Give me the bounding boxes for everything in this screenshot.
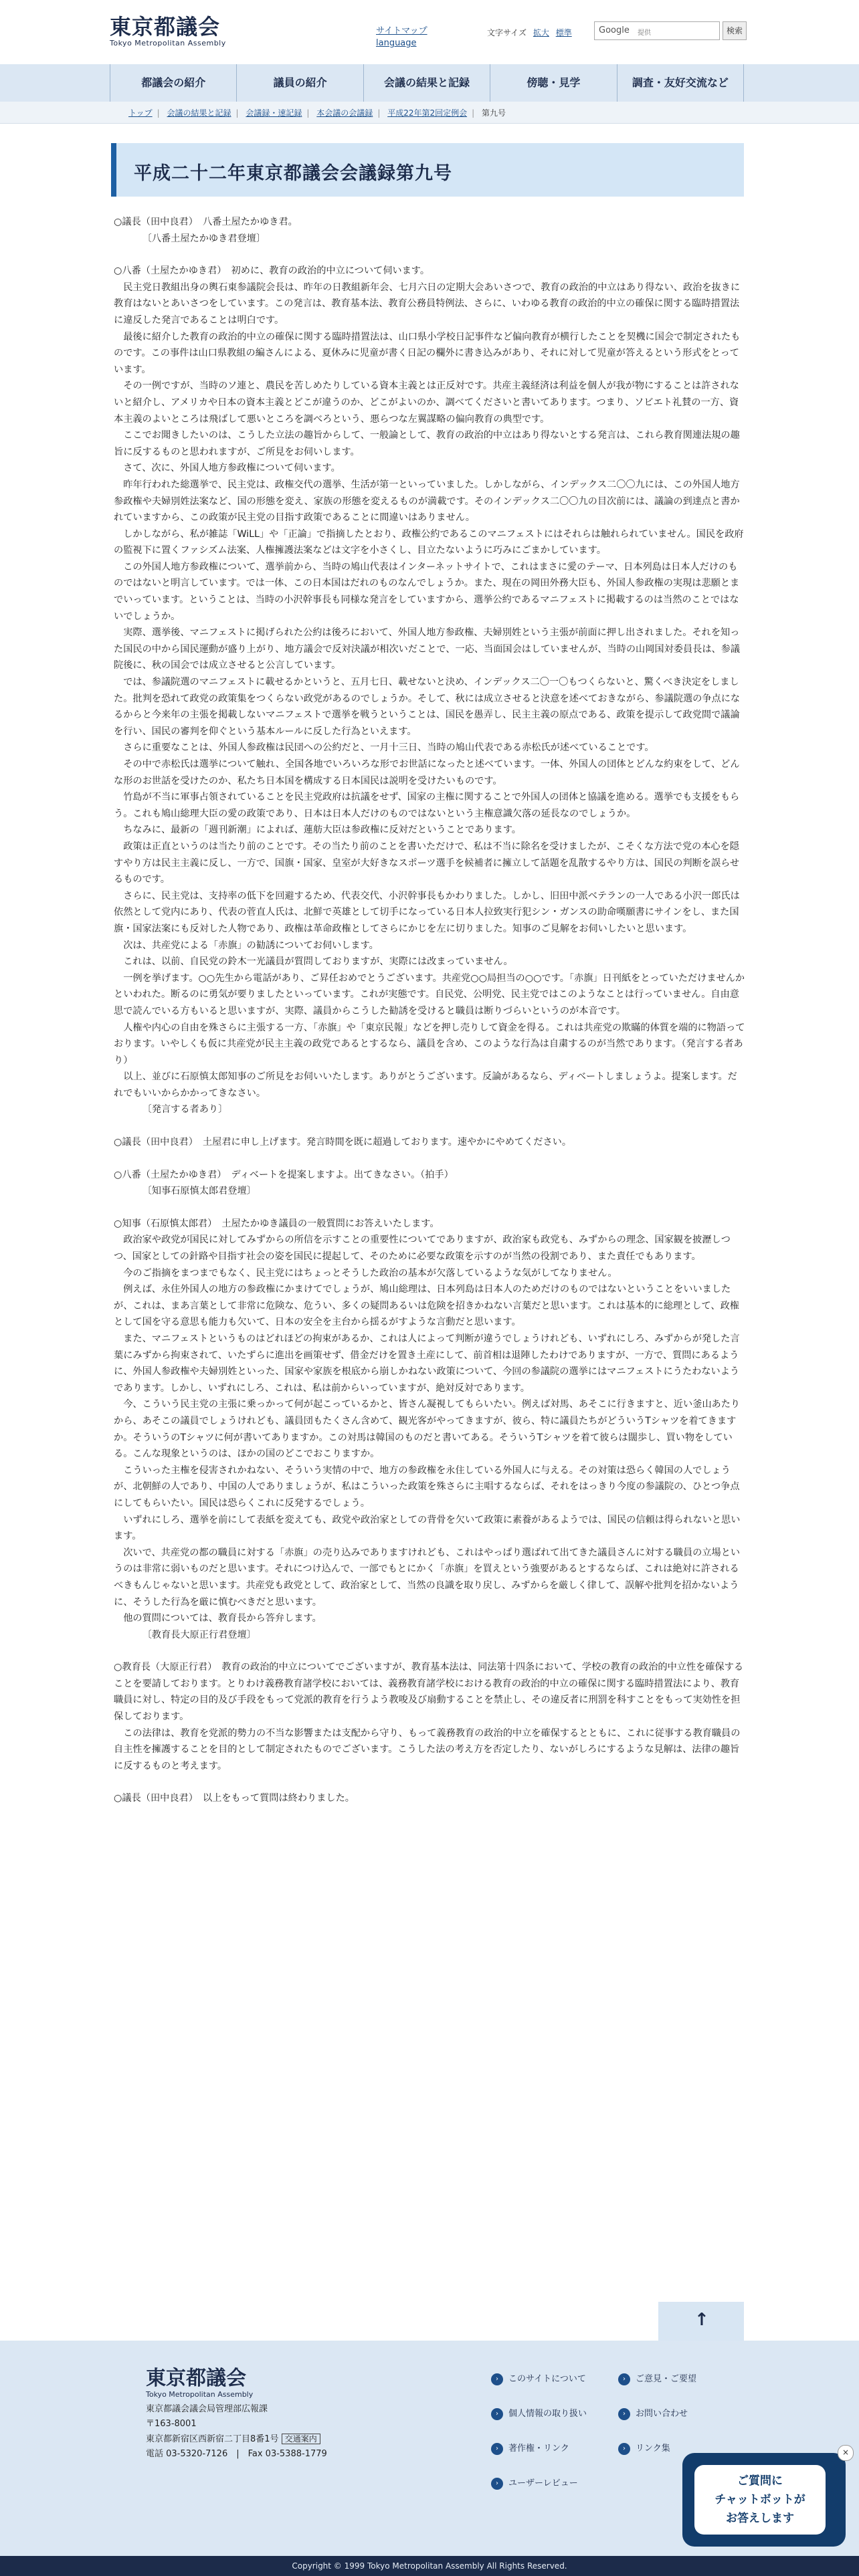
paragraph-gap	[114, 1118, 745, 1134]
minutes-paragraph: こういった主権を侵害されかねない、そういう実情の中で、地方の参政権を永住している外国人に与える。その対策は恐らく韓国の人でしょうが、北朝鮮の人であり、中国の人でありましょうが、私はこういった政策を殊さらに主唱するならば、それをはっきり今度の参議院の、ひとつ争点にしてもらいたい。国民は恐らくこれに反発するでしょう。	[114, 1465, 740, 1509]
stage-direction: 〔八番土屋たかゆき君登壇〕	[142, 233, 266, 244]
minutes-paragraph: 一例を挙げます。○○先生から電話があり、ご昇任おめでとうございます。共産党○○局担当の○○です。「赤旗」日刊紙をとっていただけませんかといわれた。断るのに勇気が要りましたといっています。これが実態です。自民党、公明党、民主党ではこのようなことは行っていません。自由意思で読んでいる方もいると思いますが、実際、議員からこうした勧誘を受けると職員は断りづらいというのが本音です。	[114, 972, 745, 1016]
font-standard-link[interactable]: 標準	[555, 28, 572, 37]
footer-link-label: このサイトについて	[508, 2374, 586, 2384]
minutes-paragraph: 政策は正直というのは当たり前のことです。その当たり前のことを書いただけで、私は不当に除名を受けましたが、こそくな方法で党の本心を隠すやり方は民主主義に反し、一方で、国旗・国家、皇室が大好きなスポーツ選手を候補者に擁立して話題を乱散するやり方は、国民の判断を誤らせるものです。	[114, 841, 740, 885]
breadcrumb-separator: |	[235, 108, 239, 118]
minutes-paragraph: これは、以前、自民党の鈴木一光議員が質問しておりますが、実際には改まっていません。	[123, 956, 513, 968]
search-input[interactable]	[594, 21, 720, 40]
breadcrumb-results[interactable]: 会議の結果と記録	[167, 108, 231, 118]
stage-direction: 〔知事石原慎太郎君登壇〕	[142, 1186, 256, 1197]
breadcrumb-plenary[interactable]: 本会議の会議録	[316, 108, 373, 118]
minutes-paragraph: さらに、民主党は、支持率の低下を回避するため、代表交代、小沢幹事長もかわりました。しかし、旧田中派ベテランの一人である小沢一郎氏は依然として党内にあり、代表の菅直人氏は、北鮮で英雄として切手になっている日本人拉致実行犯シン・ガンスの助命嘆願書にサインをし、また国旗・国家法案にも反対した人物であり、政権は革命政権としてさらにかじを左に切りました。知事のご見解をお伺いしたいと思います。	[114, 890, 740, 934]
font-size-control	[487, 27, 572, 38]
footer-link-label: ユーザーレビュー	[508, 2478, 578, 2488]
breadcrumb-minutes[interactable]: 会議録・速記録	[246, 108, 302, 118]
minutes-paragraph: ○八番（土屋たかゆき君） ディベートを提案しますよ。出てきなさい。（拍手）	[114, 1169, 454, 1180]
page-top-button[interactable]	[658, 2302, 744, 2341]
footer-link-user-review[interactable]	[491, 2476, 578, 2490]
minutes-paragraph: 人権や内心の自由を殊さらに主張する一方、「赤旗」や「東京民報」などを押し売りして資金を得る。これは共産党の欺瞞的体質を端的に物語っております。いやしくも仮に共産党が民主主義の政党であるとするなら、議員を含め、このような行為は自粛するのが当然であります。（発言する者あり）	[114, 1022, 745, 1066]
footer-link-label: リンク集	[636, 2444, 670, 2454]
minutes-paragraph: しかしながら、私が雑誌「WiLL」や「正論」で指摘したとおり、政権公約であるこのマニフェストにはそれらは触れられていません。国民を政府の監視下に置くファシズム法案、人権擁護法案などは文字を小さくし、目立たないように巧みにごまかしています。	[114, 528, 744, 556]
page-title: 平成二十二年東京都議会会議録第九号	[134, 163, 452, 184]
minutes-paragraph: 昨年行われた総選挙で、民主党は、政権交代の選挙、生活が第一といっていました。しかしながら、インデックス二〇〇九には、この外国人地方参政権や夫婦別姓法案など、国の形態を変え、家族の形態を変えるものが満載です。そのインデックス二〇〇九の目次前には、議論の到達点と書かれていますから、この政策が民主党の目指す政策であることに間違いはありません。	[114, 479, 740, 524]
chevron-right-icon: ›	[491, 2443, 503, 2455]
minutes-paragraph: その一例ですが、当時のソ連と、農民を苦しめたりしている資本主義とは正反対です。共産主義経済は利益を個人が我が物にすることは許されないと紹介し、アメリカや日本の資本主義とどこが違うのか、どこがよいのか、調べてくださいと書いてあります。つまり、ソビエト礼賛の一方、資本主義のよいところは飛ばして悪いところを調べろという、悪らつな左翼謀略の偏向教育の典型です。	[114, 381, 739, 425]
minutes-paragraph: 最後に紹介した教育の政治的中立の確保に関する臨時措置法は、山口県小学校日記事件など偏向教育が横行したことを契機に国会で制定されたものです。この事件は山口県教組の編さんによる、夏休みに児童が書く日記の欄外に書き込みがあり、それに対して児童が答えるという形式をとっています。	[114, 331, 741, 375]
breadcrumb-separator: |	[157, 108, 160, 118]
minutes-paragraph: 竹島が不当に軍事占領されていることを民主党政府は抗議をせず、国家の主権に関することで外国人の団体と協議を進める。選挙でも支援をもらう。これも鳩山総理大臣の愛の政策であり、日本は日本人だけのものではないという主権意識欠落の延長なのでしょうか。	[114, 792, 740, 819]
minutes-paragraph: また、マニフェストというものはどれほどの拘束があるか、これは人によって判断が違うでしょうけれども、いずれにしろ、みずからが発した言葉にみずから拘束されて、いたずらに進出を画策せず、借金だけを置き土産にして、前首相は退陣したわけでありますが、一方で、質問にあるように、外国人参政権や夫婦別姓といった、国家や家族を根底から崩しかねない政策について、今回の参議院の選挙にはマニフェストにうたわないようであります。しかし、いずれにしろ、これは、私は前からいっていますが、絶対反対であります。	[114, 1333, 740, 1394]
minutes-paragraph: この法律は、教育を党派的勢力の不当な影響または支配から守り、もって義務教育の政治的中立を確保するとともに、これに従事する教育職員の自主性を擁護することを目的として制定されたものでございます。こうした法の考え方を否定したり、ないがしろにするような見解は、法律の趣旨に反するものと考えます。	[114, 1727, 741, 1772]
footer-address: 東京都新宿区西新宿二丁目8番1号	[146, 2434, 279, 2444]
footer-link-contact[interactable]	[618, 2406, 688, 2420]
breadcrumb-separator: |	[472, 108, 475, 118]
minutes-paragraph: 次は、共産党による「赤旗」の勧誘についてお伺いします。	[123, 940, 379, 951]
chevron-right-icon: ›	[491, 2373, 503, 2385]
sitemap-link[interactable]: サイトマップ	[376, 26, 427, 36]
footer-link-label: 著作権・リンク	[508, 2444, 569, 2454]
minutes-paragraph: 以上、並びに石原慎太郎知事のご所見をお伺いいたします。ありがとうございます。反論があるなら、ディベートしましょうよ。提案します。だれでもいいからかかってきなさい。	[114, 1071, 737, 1099]
footer-link-privacy[interactable]	[491, 2406, 587, 2420]
nav-item-members[interactable]: 議員の紹介	[236, 64, 363, 102]
chevron-right-icon: ›	[618, 2443, 630, 2455]
paragraph-gap	[114, 1643, 745, 1659]
footer-tel: 電話 03-5320-7126 | Fax 03-5388-1779	[146, 2449, 327, 2459]
minutes-paragraph: ここでお聞きしたいのは、こうした立法の趣旨からして、一般論として、教育の政治的中立はあり得ないとする発言は、これら教育関連法規の趣旨に反するものと思われますが、ご所見をお伺いします。	[114, 430, 740, 457]
minutes-paragraph: ○議長（田中良君） 以上をもって質問は終わりました。	[114, 1793, 355, 1804]
minutes-paragraph: ちなみに、最新の「週刊新潮」によれば、蓮舫大臣は参政権に反対だということであります。	[123, 825, 521, 836]
minutes-paragraph: 今のご指摘をまつまでもなく、民主党にはちょっとそうした政治の基本が欠落しているような気がしてなりません。	[123, 1267, 617, 1279]
minutes-paragraph: 例えば、永住外国人の地方の参政権にかまけてでしょうが、鳩山総理は、日本列島は日本人のためだけのものではないということをいいましたが、これは、まあ言葉として非常に危険な、危うい、多くの疑問あるいは危険を招きかねない言葉だと思います。これは基本的に総理として、政権として国を守る意思も能力も欠いて、日本の安全を主台から揺るがすような言動だと思います。	[114, 1284, 739, 1328]
minutes-paragraph: では、参議院選のマニフェストに載せるかというと、五月七日、載せないと決め、インデックス二〇一〇もつくらないと、驚くべき決定をしました。批判を恐れて政党の政策集をつくらない政党があるのでしょうか。そして、秋には成立させると決意を述べておきながら、参議院選の争点になるからと今来年の主張を掲載しないマニフェストで選挙を戦うということは、国民を愚弄し、民主主義の原点である、政策を提示して政党間で議論を行い、国民の審判を仰ぐという基本ルールに反した行為といえます。	[114, 677, 741, 737]
minutes-paragraph: ○八番（土屋たかゆき君） 初めに、教育の政治的中立について伺います。	[114, 265, 430, 277]
footer-link-feedback[interactable]	[618, 2371, 696, 2385]
breadcrumb-session[interactable]: 平成22年第2回定例会	[387, 108, 468, 118]
paragraph-gap	[114, 1774, 745, 1790]
minutes-paragraph: 実際、選挙後、マニフェストに掲げられた公約は後ろにおいて、外国人地方参政権、夫婦別姓という主張が前面に押し出されました。それを知った国民の中から国民運動が盛り上がり、地方議会で反対決議が相次いだことで、一応、当面国会はしていませんが、当時の山岡国対委員長は、参議院後に、秋の国会では成立させると公言しています。	[114, 627, 741, 671]
stage-direction: 〔教育長大原正行君登壇〕	[142, 1629, 256, 1640]
logo-subtext: Tokyo Metropolitan Assembly	[110, 39, 226, 47]
font-large-link[interactable]: 拡大	[533, 28, 549, 37]
minutes-paragraph: 政治家や政党が国民に対してみずからの所信を示すことの重要性についてでありますが、政治家も政党も、みずからの理念、国家観を披瀝しつつ、国家としての針路や目指す社会の姿を国民に提起して、そのために必要な政策を示すのが当然の役割であり、また責任でもあります。	[114, 1235, 731, 1263]
breadcrumb-separator: |	[377, 108, 381, 118]
minutes-paragraph: さらに重要なことは、外国人参政権は民団への公約だと、一月十三日、当時の鳩山代表である赤松氏が述べていることです。	[123, 742, 654, 754]
footer-office: 東京都議会議会局管理部広報課	[146, 2404, 268, 2414]
stage-direction: 〔発言する者あり〕	[142, 1104, 228, 1115]
footer-link-links[interactable]	[618, 2441, 670, 2455]
breadcrumb-top[interactable]: トップ	[128, 108, 153, 118]
chatbot-bubble	[694, 2465, 826, 2535]
footer-logo-text: 東京都議会	[146, 2367, 246, 2390]
breadcrumb	[128, 107, 506, 118]
footer-postal: 〒163-8001	[146, 2419, 197, 2429]
minutes-paragraph: 民主党日教組出身の輿石東参議院会長は、昨年の日教組新年会、七月六日の定期大会あいさつで、教育の政治的中立はあり得ない、政治を抜きに教育はないとあいさつをしています。この発言は、教育基本法、教育公務員特例法、さらに、いわゆる教育の政治的中立の確保に関する臨時措置法に違反した発言であることは明白です。	[114, 282, 741, 326]
minutes-content	[114, 214, 745, 1807]
breadcrumb-separator: |	[306, 108, 310, 118]
footer-link-about-site[interactable]	[491, 2371, 586, 2385]
minutes-paragraph: さて、次に、外国人地方参政権について伺います。	[123, 463, 341, 474]
chevron-right-icon: ›	[491, 2478, 503, 2490]
site-header	[0, 0, 859, 64]
chevron-right-icon: ›	[618, 2373, 630, 2385]
footer-logo[interactable]	[146, 2367, 253, 2399]
minutes-paragraph: 他の質問については、教育長から答弁します。	[123, 1613, 322, 1624]
minutes-paragraph: 次いで、共産党の都の職員に対する「赤旗」の売り込みでありますけれども、これはやっぱり選ばれて出てきた議員さんに対する職員の立場というのは非常に弱いものだと思います。それにつけ込んで、一部でもとにかく「赤旗」を買えという強要があるとするならば、これは絶対に許されるべきもんじゃないと思います。共産党も政党として、政治家として、当然の良識を取り戻し、みずからを厳しく律して、誤解や批判を招かないように、そうした行為を厳に慎むべきだと思います。	[114, 1547, 741, 1608]
minutes-paragraph: ○教育長（大原正行君） 教育の政治的中立についてでございますが、教育基本法は、同法第十四条において、学校の教育の政治的中立性を確保することを要請しております。とりわけ義務教育諸学校においては、義務教育諸学校における教育の政治的中立の確保に関する臨時措置法により、教育職員に対し、特定の目的及び手段をもって党派的教育を行うよう教唆及び扇動することを禁止し、その違反者に刑罰を科すことをもって実効性を担保しております。	[114, 1662, 744, 1723]
minutes-paragraph: いずれにしろ、選挙を前にして表紙を変えても、政党や政治家としての背骨を欠いて政策に素養があるようでは、国民の信頼は得られないと思います。	[114, 1514, 741, 1542]
site-logo[interactable]	[110, 15, 226, 48]
minutes-paragraph: ○知事（石原慎太郎君） 土屋たかゆき議員の一般質問にお答えいたします。	[114, 1218, 440, 1229]
chatbot-widget[interactable]	[682, 2453, 846, 2547]
chatbot-line: チャットボットが	[714, 2493, 805, 2506]
search-brand: Google	[599, 25, 630, 35]
page-title-bar	[111, 143, 744, 197]
arrow-up-icon: ↑	[694, 2310, 709, 2330]
footer-link-copyright[interactable]	[491, 2441, 569, 2455]
paragraph-gap	[114, 1200, 745, 1216]
minutes-paragraph: ○議長（田中良君） 土屋君に申し上げます。発言時間を既に超過しております。速やかにやめてください。	[114, 1137, 572, 1148]
chatbot-line: ご質問に	[737, 2474, 783, 2488]
paragraph-gap	[114, 1151, 745, 1167]
breadcrumb-current: 第九号	[481, 108, 506, 118]
chatbot-close-icon[interactable]: ×	[838, 2445, 854, 2461]
minutes-paragraph: 今、こういう民主党の主張に乗っかって何が起こっているかと、皆さん凝視してもらいたい。例えば対馬、あそこに行きますと、近い釜山あたりから、あそこの議員でしょうけれども、議員団もたくさん含めて、観光客がやってきますが、彼ら、特に議員たちがどういうTシャツを着てきますか。そういうのTシャツに何が書いてありますか。この対馬は韓国のものだと書いてある。そういうTシャツを着て彼らは闊歩し、買い物をしている。こんな現象というのは、ほかの国のどこでおこりますか。	[114, 1399, 741, 1460]
footer-logo-subtext: Tokyo Metropolitan Assembly	[146, 2390, 254, 2399]
chevron-right-icon: ›	[491, 2408, 503, 2420]
footer-link-label: ご意見・ご要望	[636, 2374, 697, 2384]
footer-link-label: お問い合わせ	[636, 2409, 688, 2419]
nav-item-visit[interactable]: 傍聴・見学	[490, 64, 616, 102]
minutes-paragraph: ○議長（田中良君） 八番土屋たかゆき君。	[114, 217, 298, 227]
language-link[interactable]: language	[376, 38, 417, 48]
access-link[interactable]: 交通案内	[282, 2434, 320, 2444]
minutes-paragraph: その中で赤松氏は選挙について触れ、全国各地でいろいろな形でお世話になったと述べています。一体、外国人の団体とどんな約束をして、どんな形のお世話を受けたのか、私たち日本国を構成する日本国民は説明を受けたいものです。	[114, 759, 740, 786]
global-nav	[110, 64, 744, 102]
logo-text: 東京都議会	[110, 14, 221, 39]
header-links	[376, 25, 427, 49]
copyright: Copyright © 1999 Tokyo Metropolitan Assembly All Rights Reserved.	[0, 2556, 859, 2576]
search-button[interactable]: 検索	[723, 21, 747, 40]
chatbot-line: お答えします	[726, 2512, 794, 2525]
chevron-right-icon: ›	[618, 2408, 630, 2420]
nav-item-results-records[interactable]: 会議の結果と記録	[363, 64, 490, 102]
search-placeholder: 提供	[638, 29, 651, 37]
footer-contact	[146, 2402, 327, 2462]
nav-item-research-exchange[interactable]: 調査・友好交流など	[617, 64, 744, 102]
font-size-label: 文字サイズ	[487, 28, 527, 37]
paragraph-gap	[114, 247, 745, 263]
minutes-paragraph: この外国人地方参政権について、選挙前から、当時の鳩山代表はインターネットサイトで、これはまさに愛のテーマ、日本列島は日本人だけのものではないと明言しています。では一体、この日本国はだれのものなんでしょうか。また、現在の岡田外務大臣も、外国人参政権の実現は悲願とまでいっています。ということは、当時の小沢幹事長も同様な発言をしていますから、選挙公約であるマニフェストに掲載するのは当然のことではないでしょうか。	[114, 561, 740, 622]
nav-item-about-assembly[interactable]: 都議会の紹介	[110, 64, 236, 102]
footer-link-label: 個人情報の取り扱い	[508, 2409, 587, 2419]
